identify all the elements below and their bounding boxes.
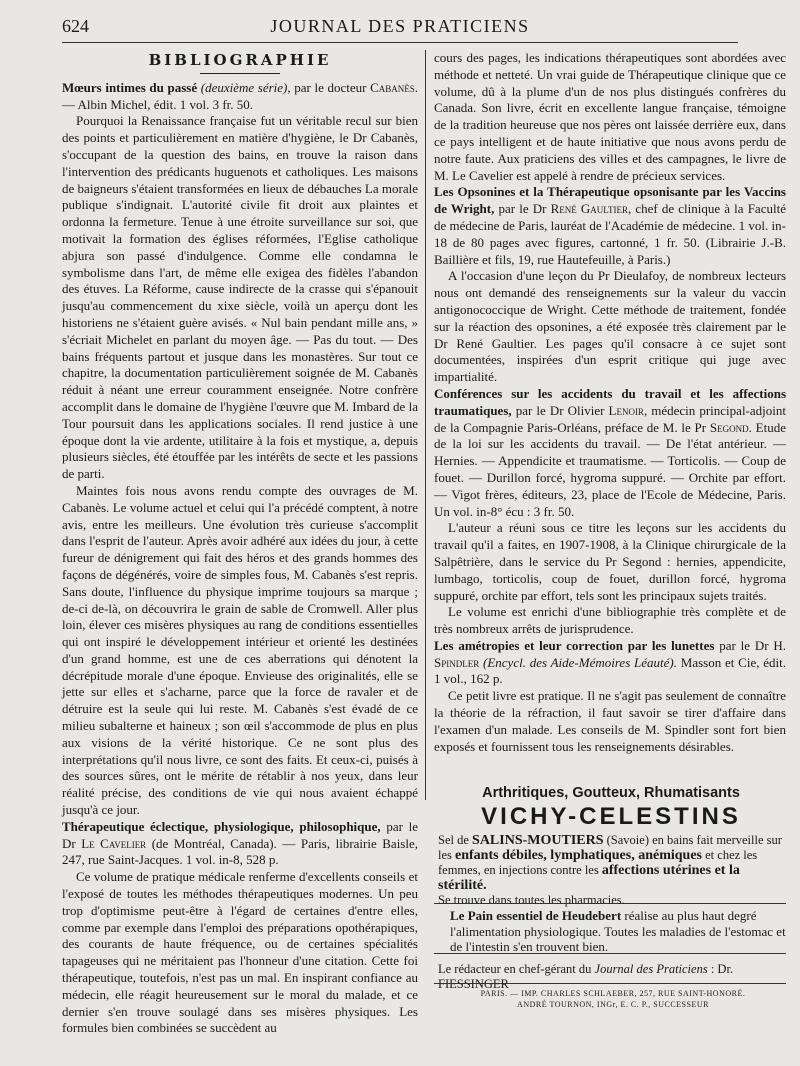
entry-accidents-heading: Conférences sur les accidents du travail et les affections traumatiques, par le Dr Olivier Lenoir, médecin principal-adjoint de la Compagnie Paris-Orléans, préface de M. le Pr Segond. Etude de la loi sur les accidents du travail. — De l'état antérieur. — Hernies. — Appendicite et traumatisme. — Torticolis. — Coup de fouet. — Durillon forcé, hygroma suppuré. — Orchite par effort. — Vigot frères, éditeurs, 23, place de l'Ecole de Médecine, Paris. Un vol. in-8° écu : 3 fr. 50.: [434, 385, 786, 519]
divider: [434, 953, 786, 954]
entry-ametropies-heading: Les amétropies et leur correction par les lunettes par le Dr H. Spindler (Encycl. des Aide-Mémoires Léauté). Masson et Cie, édit. 1 vol., 162 p.: [434, 637, 786, 687]
divider: [434, 903, 786, 904]
column-divider: [425, 50, 426, 800]
advertisement-vichy: [438, 785, 784, 910]
paragraph: Ce volume de pratique médicale renferme d'excellents conseils et l'exposé de toutes les méthodes thérapeutiques modernes. Un peu trop d'optimisme peut-être à l'égard de certaines d'entre elles, comme par exemple dans l'emploi des préparations opothérapiques, des courants de haute fréquence, ou de certaines spécialités tapageuses qui ne méritaient pas l'honneur d'une citation. Cette foi thérapeutique, toutefois, n'est pas un mal. En inspirant confiance au médecin, elle réagit heureusement sur le moral du malade, et ce dernier s'en trouve soulagé dans ses misères physiques. Les formules bien combinées se succèdent au: [62, 869, 418, 1036]
ad-tagline: Arthritiques, Goutteux, Rhumatisants: [482, 785, 740, 801]
page-number: 624: [62, 16, 89, 36]
ad-brand: VICHY-CELESTINS: [481, 803, 741, 830]
entry-opsonines-heading: Les Opsonines et la Thérapeutique opsonisante par les Vaccins de Wright, par le Dr René Gaultier, chef de clinique à la Faculté de médecine de Paris, lauréat de l'Académie de médecine. 1 vol. in-18 de 80 pages avec figures, cartonné, 1 fr. 50. (Librairie J.-B. Baillière et fils, 19, rue Hautefeuille, à Paris.): [434, 184, 786, 267]
advertisement-heudebert: Le Pain essentiel de Heudebert réalise au plus haut degré l'alimentation physiologique. Toutes les maladies de l'estomac et de l'intestin s'en trouvent bien.: [450, 908, 786, 954]
paragraph: Ce petit livre est pratique. Il ne s'agit pas seulement de connaître la théorie de la réfraction, il faut savoir se tirer d'affaire dans l'examen d'un malade. Les conseils de M. Spindler sont fort bien exposés et fournissent tous les renseignements désirables.: [434, 688, 786, 754]
paragraph: Le volume est enrichi d'une bibliographie très complète et de très nombreux arrêts de jurisprudence.: [434, 604, 786, 637]
entry-lecavelier-heading: Thérapeutique éclectique, physiologique, philosophique, par le Dr Le Cavelier (de Montréal, Canada). — Paris, librairie Baisle, 247, rue Saint-Jacques. 1 vol. in-8, 528 p.: [62, 818, 419, 868]
printer-imprint: PARIS. — IMP. CHARLES SCHLAEBER, 257, RUE SAINT-HONORÉ. ANDRÉ TOURNON, INGr, E. C. P., SUCCESSEUR: [480, 989, 746, 1009]
section-title: BIBLIOGRAPHIE: [148, 51, 332, 69]
section-rule: [200, 73, 280, 74]
journal-title: JOURNAL DES PRATICIENS: [270, 16, 530, 36]
ad-body: Sel de SALINS-MOUTIERS (Savoie) en bains fait merveille sur les enfants débiles, lymphatiques, anémiques et chez les femmes, en injections contre les affections utérines et la stérilité. Se trouve dans toutes les pharmacies.: [438, 833, 782, 907]
divider: [434, 983, 786, 984]
paragraph: cours des pages, les indications thérapeutiques sont abordées avec méthode et netteté. Un vrai guide de Thérapeutique clinique que ce volume, dû à la plume d'un de nos plus distingués confrères du Canada. Son livre, écrit en excellente langue française, témoigne de la tradition heureuse que nos pères ont laissée derrière eux, dans ce pays intelligent et de haute initiative que nous avons perdu de notre faute. Aux praticiens des villes et des campagnes, le livre de M. Le Cavelier est appelé à rendre de précieux services.: [434, 50, 786, 183]
paragraph: Maintes fois nous avons rendu compte des ouvrages de M. Cabanès. Le volume actuel et celui qui l'a précédé comptent, à notre avis, entre les meilleurs. Une évolution très curieuse s'accomplit dans l'esprit de l'auteur. Après avoir adhéré aux idées du jour, à cette fureur de dénigrement qui fait des héros et des grands hommes des façons de dégénérés, voire de simples fous, M. Cabanès s'est repris. Sans doute, l'influence du physique imprime toujours sa marque ; de-ci de-là, on découvrira le grain de sable de Cromwell. Aller plus loin, élever ces misères physiques au rang de conditions essentielles qui ont inspiré le développement intérieur et orienté les destinées d'un grand homme, est une de ces aberrations qui dénotent la décrépitude morale d'une époque. Envieuse des originalités, elle se jette sur elles et s'acharne, parce que la force de ravaler et de détruire est la seule qui lui reste. M. Cabanès s'est évadé de ce milieu subalterne et haineux ; son œil s'accommode de plus en plus aux visions de la vérité historique. Ce ne sont plus des interprétations qu'il nous livre, ce sont des faits. Et ceux-ci, puisés à des sources sûres, ont le mérite de rétablir à nos yeux, dans leur réalité précise, des conditions de vie qui nous avaient échappé jusqu'à ce jour.: [62, 482, 418, 818]
left-column: [62, 50, 418, 1037]
entry-cabanes-heading: Mœurs intimes du passé (deuxième série), par le docteur Cabanès. — Albin Michel, édit. 1 vol. 3 fr. 50.: [62, 79, 419, 112]
paragraph: Pourquoi la Renaissance française fut un véritable recul sur bien des points et particulièrement en matière d'hygiène, le Dr Cabanès, s'occupant de la question des bains, en trouve la raison dans l'intervention des prédicants huguenots et catholiques. Les maisons de baigneurs s'étaient transformées en lieux de débauches La morale publique s'indignait. L'autorité civile fit droit aux plaintes et ordonna la fermeture. Tenue à une étroite surveillance sur soi, que motivait la formation des églises réformées, l'Eglise catholique abjura son passé d'indulgence. Comme elle condamna le symbolisme dans l'art, de même elle exigea des fidèles l'abandon des étuves. La Réforme, cause indirecte de la crasse qui s'épanouit jusqu'au commencement du xixe siècle, voilà un aperçu dont les historiens ne s'étaient guère avisés. « Nul bain pendant mille ans, » s'écriait Michelet en parlant du moyen âge. — Pas du tout. — Des bains fréquents partout et jusque dans les monastères. Sur tout ce chapitre, la documentation particulièrement soignée de M. Cabanès réduit à néant une erreur couramment enseignée. Notre confrère accomplit dans le domaine de l'hygiène l'œuvre que M. Imbard de la Tour poursuit dans les applications sociales. Il rend justice à une époque dont la vie ardente, utilitaire à la fois et mystique, a, depuis plusieurs siècles, été étouffée par les intérêts de secte et les passions de parti.: [62, 113, 418, 482]
page-header: [62, 14, 738, 43]
editor-line: Le rédacteur en chef-gérant du Journal des Praticiens : Dr. FIESSINGER: [438, 962, 734, 991]
paragraph: L'auteur a réuni sous ce titre les leçons sur les accidents du travail qu'il a faites, en 1907-1908, à la Clinique chirurgicale de la Salpêtrière, dans le service du Pr Segond : hernies, appendicite, lumbago, torticolis, coup de fouet, durillon forcé, hygroma suppuré, orchite par effort, tels sont les principaux sujets traités.: [434, 520, 786, 603]
right-column: [434, 50, 786, 755]
paragraph: A l'occasion d'une leçon du Pr Dieulafoy, de nombreux lecteurs nous ont demandé des renseignements sur la valeur du vaccin antigonococcique de Wright. Cette méthode de traitement, fondée sur la réaction des opsonines, a été exposée très clairement par le Dr René Gaultier. Les pages qu'il consacre à ce sujet sont documentées, inspirées d'un esprit critique qui juge avec impartialité.: [434, 268, 786, 385]
